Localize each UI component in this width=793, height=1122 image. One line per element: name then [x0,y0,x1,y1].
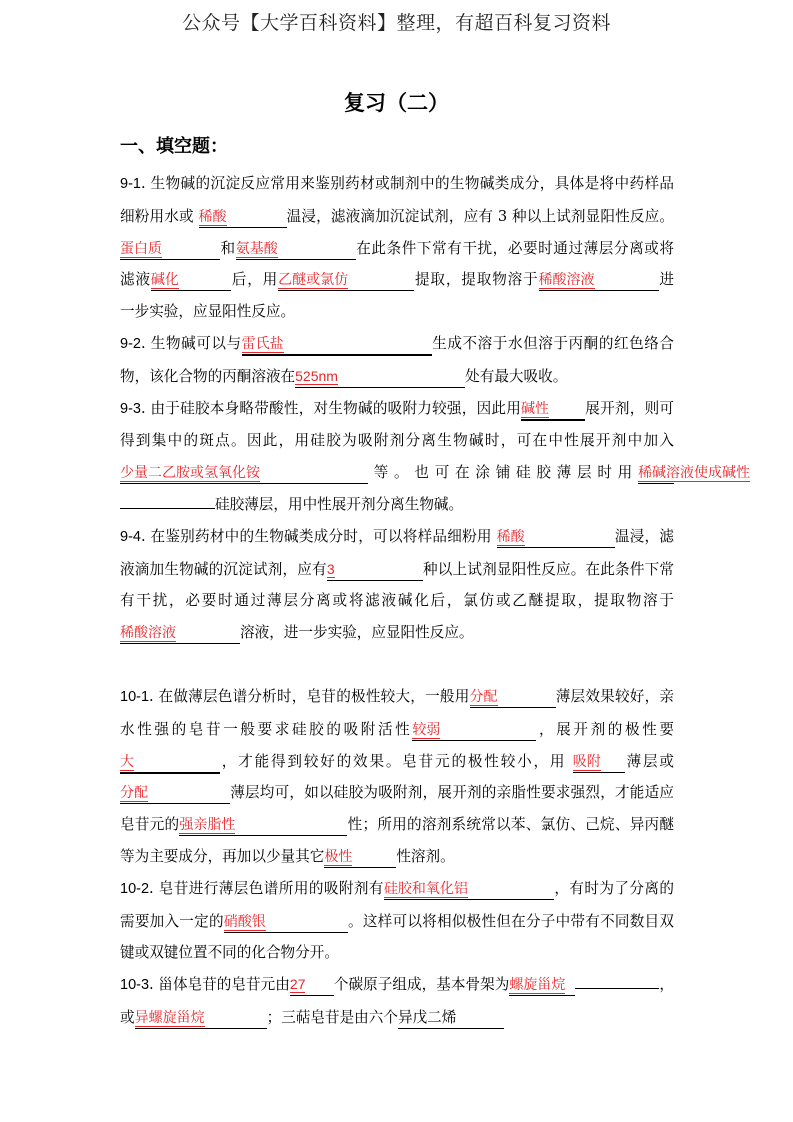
question-text: 等。也可在涂铺硅胶薄层时用 [368,464,638,482]
question-text: . 在做薄层色谱分析时，皂苷的极性较大，一般用 [149,687,470,705]
question-text: 个碳原子组成，基本骨架为 [333,976,510,994]
question-text: 处有最大吸收。 [465,367,568,385]
question-text: 和 [220,239,236,257]
answer-blank [638,463,750,484]
answer-text: 稀酸 [496,528,525,545]
answer-blank [573,752,625,773]
question-number: 10-2 [120,880,150,897]
question-9-2 [120,328,674,393]
question-number: 10-1 [120,688,150,705]
answer-blank [135,1008,267,1029]
answer-blank [470,687,556,708]
question-text: . 皂苷进行薄层色谱所用的吸附剂有 [149,879,384,897]
question-text: . 甾体皂苷的皂苷元由 [149,976,290,994]
answer-text: 3 [326,560,335,577]
question-number: 10-3 [120,977,150,994]
answer-blank [278,270,414,291]
question-text: 提取，提取物溶于 [414,271,539,289]
question-text: 。这样可以将相似极性但在分子中带有不同数目双键或双键位置不同的化合物分开。 [120,912,674,962]
question-9-1 [120,168,674,328]
answer-text: 异螺旋甾烷 [134,1009,205,1026]
answer-blank-trailing [575,988,659,989]
answer-text: 稀酸溶液 [538,272,595,289]
question-text: . 在鉴别药材中的生物碱类成分时，可以将样品细粉用 [140,527,492,545]
answer-text: 大 [120,753,134,770]
answer-blank [539,270,659,291]
answer-blank [384,879,554,900]
document-body [120,168,750,1034]
answer-text: 乙醚或氯仿 [278,272,349,289]
question-text: 薄层均可，如以硅胶为吸附剂，展开剂的亲脂性要求强烈，才能适应皂苷元的 [120,784,674,834]
answer-blank [521,399,585,421]
answer-blank [242,334,432,356]
question-text: . 生物碱可以与 [140,334,242,352]
question-text: 性；所用的溶剂系统常以苯、氯仿、己烷、异丙醚等为主要成分，再加以少量其它 [120,816,674,865]
question-text: 温浸，滤液滴加沉淀试剂，应有 3 种以上试剂显阳性反应。 [286,207,674,225]
question-10-1 [120,681,674,873]
question-text: 生成不溶于水但溶于丙酮的红色络合物，该化合物的丙酮溶液在 [120,334,674,385]
answer-text: 稀碱溶液使成碱性 [638,465,750,482]
question-text: 薄层或 [624,752,674,770]
answer-text: 分配 [120,785,148,802]
section-heading-fill-in-blank: 一、填空题： [120,136,228,157]
question-text: 性溶剂。 [396,847,455,865]
answer-blank-trailing [120,508,215,509]
question-text: 种以上试剂显阳性反应。在此条件下常有干扰，必要时通过薄层分离或将滤液碱化后，氯仿或乙醚提取，提取物溶于 [120,560,674,610]
answer-text: 稀酸溶液 [120,625,176,642]
answer-text: 蛋白质 [120,240,162,257]
answer-text: 27 [289,976,306,993]
answer-blank [236,239,356,260]
answer-blank [224,912,348,933]
answer-blank [295,366,465,388]
answer-blank [509,975,575,996]
answer-text: 氨基酸 [235,240,278,257]
answer-text: 吸附 [572,753,601,770]
question-10-2 [120,873,674,969]
answer-text: 较弱 [412,721,441,738]
question-9-3 [120,393,750,521]
answer-blank [290,974,334,996]
question-text: 温浸，滤液滴加生物碱的沉淀试剂，应有 [120,527,674,578]
answer-blank [151,270,231,291]
answer-blank [327,559,423,581]
answer-blank [120,463,368,484]
answer-text: 硅胶和氧化铝 [383,880,468,897]
answer-text: 少量二乙胺或氢氧化铵 [120,465,260,482]
answer-text: 碱化 [150,272,179,289]
answer-text: 525nm [295,367,338,384]
question-number: 9-4 [120,528,141,545]
answer-text: 异戊二烯 [397,1008,457,1026]
question-text: ，才能得到较好的效果。皂苷元的极性较小，用 [220,752,567,770]
answer-text: 极性 [324,848,353,865]
answer-blank [120,783,230,804]
answer-text: 分配 [469,688,498,705]
question-text: 硅胶薄层，用中性展开剂分离生物碱。 [215,495,464,513]
answer-blank [324,847,396,868]
answer-text: 强亲脂性 [179,817,236,834]
answer-text: 雷氏盐 [241,335,284,352]
question-text: 进一步实验，应显阳性反应。 [120,271,674,321]
question-text: ，展开剂的极性要 [536,720,674,738]
question-text: 后，用 [230,271,279,289]
answer-blank [398,1008,504,1029]
question-text: . 生物碱的沉淀反应常用来鉴别药材或制剂中的生物碱类成分，具体是将中药样品细粉用水或 [120,175,674,225]
question-text: 展开剂，则可得到集中的斑点。因此，用硅胶为吸附剂分离生物碱时，可在中性展开剂中加入 [120,399,674,450]
question-text: ，或 [120,976,674,1026]
question-text: 薄层效果较好，亲水性强的皂苷一般要求硅胶的吸附活性 [120,687,674,738]
question-text: . 由于硅胶本身略带酸性，对生物碱的吸附力较强，因此用 [140,399,522,417]
question-number: 9-1 [120,176,141,192]
answer-blank [199,207,287,228]
document-title: 复习（二） [344,90,449,115]
question-number: 9-3 [120,400,141,417]
question-10-3 [120,969,674,1034]
question-text: ，有时为了分离的需要加入一定的 [120,879,674,930]
answer-text: 硝酸银 [223,913,266,930]
answer-blank [120,239,220,260]
answer-blank [120,752,220,774]
question-text: 在此条件下常有干扰，必要时通过薄层分离或将滤液 [120,239,674,289]
answer-blank [497,527,615,548]
answer-blank [179,815,347,836]
question-9-4 [120,521,674,649]
question-text: ；三萜皂苷是由六个 [266,1008,398,1026]
question-text: 溶液，进一步实验，应显阳性反应。 [240,624,474,642]
answer-text: 碱性 [521,400,550,417]
answer-blank [120,623,240,644]
question-number: 9-2 [120,335,141,352]
page-header-banner: 公众号【大学百科资料】整理，有超百科复习资料 [181,12,611,34]
answer-blank [412,720,536,741]
answer-text: 螺旋甾烷 [509,977,566,994]
answer-text: 稀酸 [198,208,227,225]
